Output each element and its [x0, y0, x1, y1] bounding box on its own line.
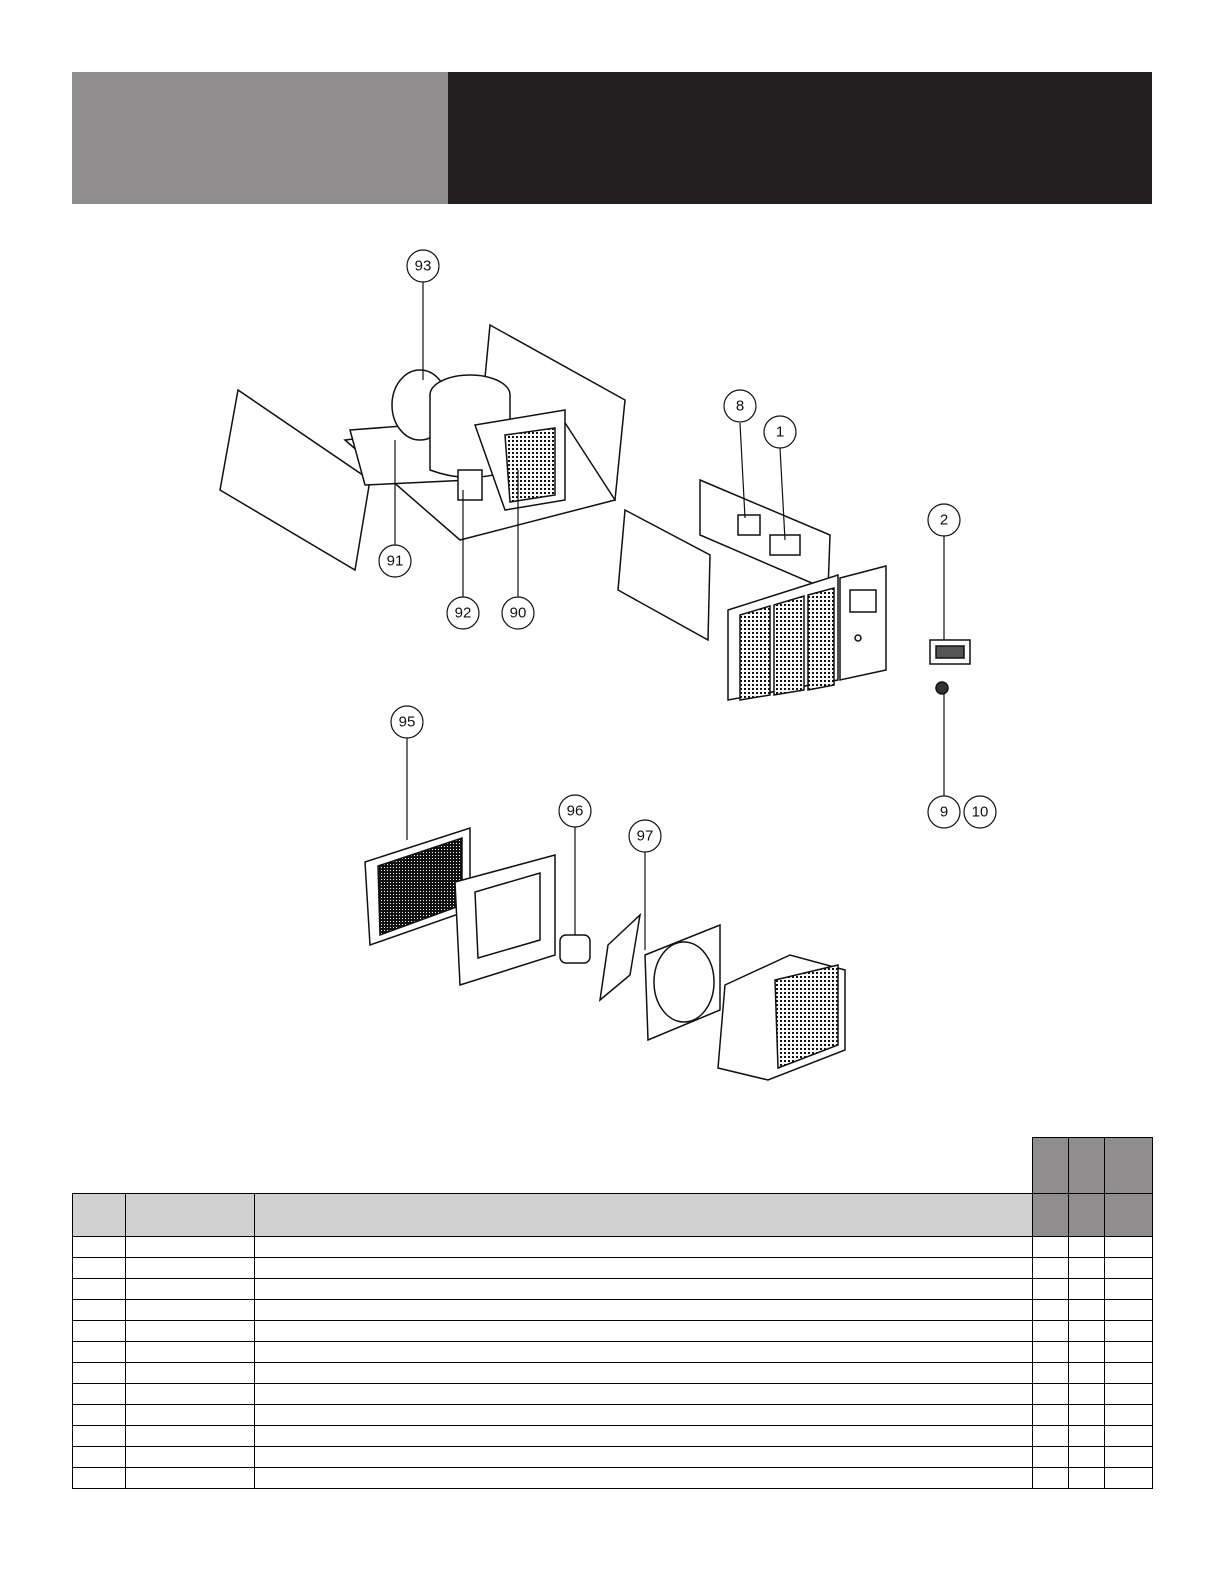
callout-95-label: 95 — [398, 713, 416, 731]
table-cell — [126, 1258, 255, 1279]
table-row — [73, 1279, 1153, 1300]
table-cell — [73, 1384, 126, 1405]
thermostat-screen — [936, 646, 964, 658]
grille-left — [740, 606, 770, 700]
column-header-c-top — [1105, 1138, 1153, 1194]
table-row — [73, 1426, 1153, 1447]
table-cell — [255, 1258, 1033, 1279]
table-row — [73, 1300, 1153, 1321]
grille-right — [808, 588, 834, 690]
callout-9 — [928, 796, 960, 828]
fan-blade — [600, 915, 640, 1000]
table-cell — [73, 1363, 126, 1384]
callout-97 — [629, 820, 661, 852]
evaporator-coil — [505, 428, 555, 502]
table-cell — [1069, 1363, 1105, 1384]
table-cell — [1069, 1321, 1105, 1342]
table-cell — [1033, 1363, 1069, 1384]
parts-table — [72, 1137, 1152, 1489]
table-top-row — [73, 1138, 1153, 1194]
callout-1-label: 1 — [775, 423, 785, 441]
table-cell — [73, 1447, 126, 1468]
control-box — [700, 480, 830, 590]
table-row — [73, 1384, 1153, 1405]
table-cell — [126, 1300, 255, 1321]
table-row — [73, 1447, 1153, 1468]
column-header-description — [255, 1194, 1033, 1237]
control-knob — [936, 682, 948, 694]
table-cell — [1069, 1426, 1105, 1447]
table-cell — [1033, 1342, 1069, 1363]
table-cell — [1033, 1384, 1069, 1405]
table-cell — [1105, 1342, 1153, 1363]
header-left-panel — [72, 72, 448, 204]
table-cell — [73, 1426, 126, 1447]
table-cell — [1033, 1447, 1069, 1468]
table-cell — [1033, 1237, 1069, 1258]
condenser-coil — [378, 838, 462, 935]
table-cell — [126, 1426, 255, 1447]
table-cell — [255, 1300, 1033, 1321]
callout-1 — [764, 416, 796, 448]
column-header-c — [1105, 1194, 1153, 1237]
table-row — [73, 1342, 1153, 1363]
table-cell — [1105, 1258, 1153, 1279]
column-header-a-top — [1033, 1138, 1069, 1194]
display-window — [850, 590, 876, 612]
callout-93 — [407, 250, 439, 282]
table-cell — [126, 1279, 255, 1300]
table-cell — [1069, 1468, 1105, 1489]
condenser-assembly — [365, 828, 845, 1080]
callout-2 — [928, 504, 960, 536]
table-cell — [1069, 1300, 1105, 1321]
table-cell — [73, 1279, 126, 1300]
callout-10-label: 10 — [971, 803, 989, 821]
table-cell — [1033, 1321, 1069, 1342]
table-cell — [255, 1279, 1033, 1300]
table-cell — [255, 1321, 1033, 1342]
table-row — [73, 1405, 1153, 1426]
table-cell — [255, 1237, 1033, 1258]
column-header-b — [1069, 1194, 1105, 1237]
table-cell — [1105, 1321, 1153, 1342]
table-cell — [1105, 1447, 1153, 1468]
callout-97-label: 97 — [636, 827, 654, 845]
callout-8-label: 8 — [735, 397, 745, 415]
table-cell — [1069, 1258, 1105, 1279]
callout-9-label: 9 — [939, 803, 949, 821]
table-cell — [1105, 1384, 1153, 1405]
table-cell — [1069, 1342, 1105, 1363]
table-cell — [1105, 1237, 1153, 1258]
table-cell — [255, 1405, 1033, 1426]
callout-2-label: 2 — [939, 511, 949, 529]
exploded-parts-diagram — [0, 230, 1225, 1110]
table-cell — [1069, 1405, 1105, 1426]
callout-8 — [724, 390, 756, 422]
table-cell — [1069, 1384, 1105, 1405]
table-cell — [1069, 1447, 1105, 1468]
table-body — [73, 1237, 1153, 1489]
table-cell — [1033, 1300, 1069, 1321]
table-row — [73, 1258, 1153, 1279]
grille-middle — [774, 596, 804, 695]
callout-10 — [964, 796, 996, 828]
terminal-block — [738, 515, 760, 535]
column-header-b-top — [1069, 1138, 1105, 1194]
table-cell — [255, 1426, 1033, 1447]
side-panel — [220, 390, 370, 570]
table-cell — [73, 1321, 126, 1342]
callout-92-label: 92 — [454, 604, 472, 622]
table-cell — [73, 1468, 126, 1489]
table-cell — [255, 1342, 1033, 1363]
table-cell — [255, 1468, 1033, 1489]
control-assembly — [618, 480, 970, 700]
table-cell — [1033, 1468, 1069, 1489]
table-cell — [1105, 1363, 1153, 1384]
callout-91 — [379, 545, 411, 577]
table-cell — [1033, 1279, 1069, 1300]
fan-motor — [560, 935, 590, 963]
table-cell — [255, 1447, 1033, 1468]
table-cell — [126, 1237, 255, 1258]
table-cell — [126, 1447, 255, 1468]
table-cell — [1105, 1426, 1153, 1447]
callout-90 — [502, 597, 534, 629]
callout-95 — [391, 706, 423, 738]
table-cell — [1105, 1468, 1153, 1489]
table-cell — [1069, 1237, 1105, 1258]
panel-knob-hole — [855, 635, 861, 641]
callout-96-label: 96 — [566, 802, 584, 820]
callout-91-label: 91 — [386, 552, 404, 570]
table-cell — [1033, 1405, 1069, 1426]
table-cell — [126, 1405, 255, 1426]
back-plate — [618, 510, 710, 640]
table-cell — [126, 1384, 255, 1405]
table-cell — [126, 1342, 255, 1363]
table-header-row — [73, 1194, 1153, 1237]
table-cell — [126, 1321, 255, 1342]
table-cell — [255, 1384, 1033, 1405]
table-cell — [1033, 1258, 1069, 1279]
relay-box — [458, 470, 482, 500]
table-cell — [1105, 1300, 1153, 1321]
callout-90-label: 90 — [509, 604, 527, 622]
table-cell — [73, 1342, 126, 1363]
table-cell — [73, 1405, 126, 1426]
column-header-item — [73, 1194, 126, 1237]
fan-ring — [654, 942, 714, 1022]
table-cell — [1069, 1279, 1105, 1300]
table-row — [73, 1468, 1153, 1489]
table-cell — [1033, 1426, 1069, 1447]
table-cell — [73, 1237, 126, 1258]
table-cell — [73, 1258, 126, 1279]
control-panel — [840, 566, 886, 680]
table-row — [73, 1237, 1153, 1258]
callout-96 — [559, 795, 591, 827]
table-cell — [1105, 1405, 1153, 1426]
table-cell — [255, 1363, 1033, 1384]
callout-92 — [447, 597, 479, 629]
table-cell — [73, 1300, 126, 1321]
column-header-part-number — [126, 1194, 255, 1237]
table-row — [73, 1363, 1153, 1384]
callout-93-label: 93 — [414, 257, 432, 275]
table-cell — [1105, 1279, 1153, 1300]
table-cell — [126, 1468, 255, 1489]
header-right-panel — [448, 72, 1152, 204]
table-row — [73, 1321, 1153, 1342]
table-cell — [126, 1363, 255, 1384]
column-header-a — [1033, 1194, 1069, 1237]
